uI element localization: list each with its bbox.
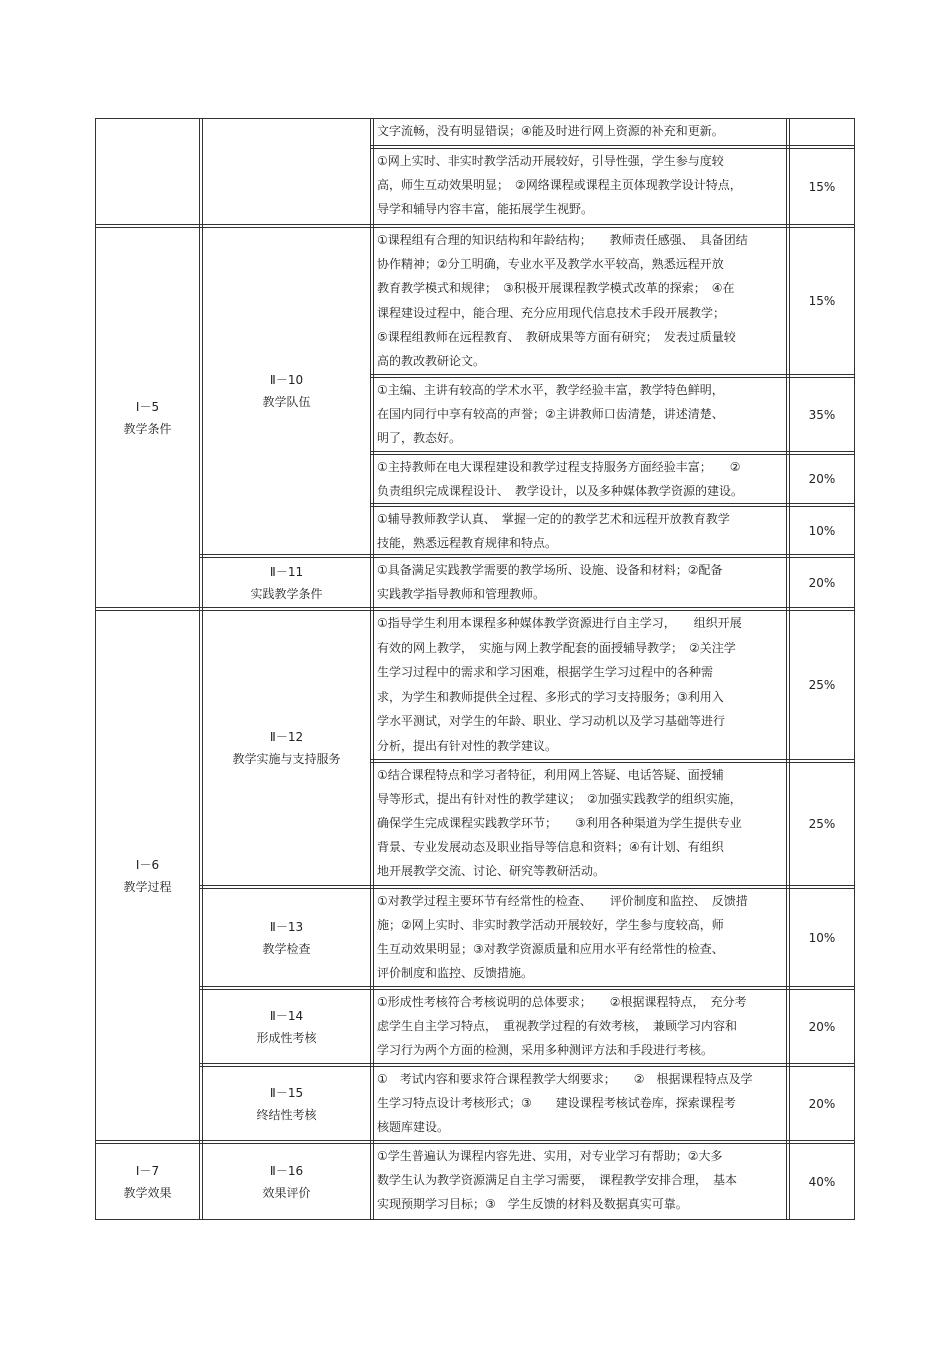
row-divider-c8 [370, 759, 855, 760]
weight-value: 15% [808, 179, 836, 194]
criteria-text: ①形成性考核符合考核说明的总体要求； ②根据课程特点， 充分考 虑学生自主学习特点， 重视教学过程的有效考核， 兼顾学习内容和 学习行为两个方面的检测，采用多种测评方法和手段进行考核。 [377, 995, 747, 1057]
level2-cell [203, 990, 370, 1063]
criteria-text: ①主持教师在电大课程建设和教学过程支持服务方面经验丰富； ② 负责组织完成课程设计、 教学设计，以及多种媒体教学资源的建设。 [377, 460, 744, 498]
level2-code: Ⅱ－16 [269, 1163, 304, 1178]
level2-code: Ⅱ－11 [269, 564, 304, 579]
level2-name: 形成性考核 [256, 1030, 317, 1045]
criteria-text: ①指导学生利用本课程多种媒体教学资源进行自主学习， 组织开展 有效的网上教学， 实施与网上教学配套的面授辅导教学； ②关注学 生学习过程中的需求和学习困难，根据学生学习过程中的各种需 求，为学生和教师提供全过程、多形式的学习支持服务；③利用入 学水平测试，对学生的年龄、职业、学习动机以及学习基础等进行 分析，提出有针对性的教学建议。 [377, 616, 742, 753]
level2-cell [203, 228, 370, 554]
col-divider-1 [199, 118, 200, 1220]
row-divider-l2-13 [199, 885, 855, 886]
weight-value: 35% [808, 407, 836, 422]
criteria-text: ①学生普遍认为课程内容先进、实用，对专业学习有帮助；②大多 数学生认为教学资源满足自主学习需要， 课程教学安排合理， 基本 实现预期学习目标；③ 学生反馈的材料及数据真实可靠。 [377, 1149, 738, 1211]
level2-cell [203, 1144, 370, 1219]
weight-value: 20% [808, 472, 836, 486]
level1-name: 教学过程 [123, 879, 172, 894]
level2-cell [203, 1067, 370, 1140]
level1-cell [96, 119, 199, 224]
row-divider-g1 [95, 224, 855, 225]
weight-value: 20% [808, 1096, 836, 1111]
table-border-right [854, 118, 855, 1220]
criteria-text: ①辅导教师教学认真、 掌握一定的的教学艺术和远程开放教育教学 技能，熟悉远程教育规律和特点。 [377, 512, 730, 550]
row-divider-c3 [370, 374, 855, 375]
row-divider-l2-14 [199, 986, 855, 987]
level2-code: Ⅱ－12 [269, 730, 304, 744]
level1-cell [96, 228, 199, 607]
criteria-text: ①主编、主讲有较高的学术水平，教学经验丰富，教学特色鲜明， 在国内同行中享有较高的声誉；②主讲教师口齿清楚，讲述清楚、 明了，教态好。 [377, 383, 724, 445]
level2-cell [203, 611, 370, 885]
criteria-text: ①结合课程特点和学习者特征，利用网上答疑、电话答疑、面授辅 导等形式，提出有针对性的教学建议； ②加强实践教学的组织实施， 确保学生完成课程实践教学环节； ③利用各种渠道为学生提供专业 背景、专业发展动态及职业指导等信息和资料；④有计划、有组织 地开展教学交流、讨论、研究等教研活动。 [377, 768, 742, 878]
weight-value: 20% [808, 1019, 836, 1034]
level2-cell [203, 889, 370, 986]
level2-name: 教学实施与支持服务 [232, 752, 341, 766]
evaluation-table [95, 118, 855, 1220]
col-divider-2 [370, 118, 371, 1220]
level1-name: 教学条件 [123, 421, 172, 436]
row-divider-g3 [95, 1140, 855, 1141]
level2-code: Ⅱ－14 [269, 1008, 304, 1023]
weight-value: 15% [808, 294, 836, 308]
level2-name: 效果评价 [262, 1185, 311, 1200]
criteria-text: ①对教学过程主要环节有经常性的检查、 评价制度和监控、 反馈措 施；②网上实时、非实时教学活动开展较好，学生参与度较高，师 生互动效果明显；③对教学资源质量和应用水平有经常性的检查、 评价制度和监控、反馈措施。 [377, 894, 748, 980]
level2-code: Ⅱ－15 [269, 1085, 304, 1100]
row-divider-c5 [370, 503, 855, 504]
weight-value: 25% [808, 817, 836, 831]
row-divider-l2-11 [199, 554, 855, 555]
level1-code: Ⅰ－5 [135, 399, 160, 414]
criteria-text: ① 考试内容和要求符合课程教学大纲要求； ② 根据课程特点及学 生学习特点设计考核形式；③ 建设课程考核试卷库，探索课程考 核题库建设。 [377, 1072, 753, 1134]
row-divider-l2-15 [199, 1063, 855, 1064]
level2-name: 终结性考核 [256, 1107, 317, 1122]
row-divider-c4 [370, 451, 855, 452]
level1-cell [96, 611, 199, 1140]
criteria-text: ①课程组有合理的知识结构和年龄结构； 教师责任感强、 具备团结 协作精神；②分工明确，专业水平及教学水平较高，熟悉远程开放 教育教学模式和规律； ③积极开展课程教学模式改革的探索； ④在 课程建设过程中，能合理、充分应用现代信息技术手段开展教学； ⑤课程组教师在远程教育、 教研成果等方面有研究； 发表过质量较 高的教改教研论文。 [377, 233, 748, 369]
level2-name: 教学队伍 [262, 395, 311, 409]
level2-name: 教学检查 [262, 941, 311, 956]
level1-cell [96, 1144, 199, 1219]
weight-value: 10% [808, 523, 836, 538]
level1-name: 教学效果 [123, 1185, 172, 1200]
level1-code: Ⅰ－7 [135, 1163, 160, 1178]
table-border-bottom [95, 1219, 855, 1220]
weight-value: 10% [808, 930, 836, 945]
row-divider-c1 [370, 145, 855, 146]
level1-code: Ⅰ－6 [135, 857, 160, 872]
criteria-text: 文字流畅，没有明显错误；④能及时进行网上资源的补充和更新。 [377, 124, 724, 138]
level2-cell [203, 558, 370, 607]
level2-code: Ⅱ－10 [269, 373, 304, 387]
weight-value: 25% [808, 678, 836, 692]
weight-value: 20% [808, 575, 836, 590]
col-divider-3 [786, 118, 787, 1220]
level2-name: 实践教学条件 [250, 586, 323, 601]
level2-code: Ⅱ－13 [269, 919, 304, 934]
weight-value [790, 119, 854, 145]
weight-value: 40% [808, 1174, 836, 1189]
level2-cell [203, 119, 370, 224]
criteria-text: ①具备满足实践教学需要的教学场所、设施、设备和材料；②配备 实践教学指导教师和管理教师。 [377, 563, 723, 601]
criteria-text: ①网上实时、非实时教学活动开展较好，引导性强，学生参与度较 高，师生互动效果明显； ②网络课程或课程主页体现教学设计特点， 导学和辅导内容丰富，能拓展学生视野。 [377, 154, 742, 216]
row-divider-g2 [95, 607, 855, 608]
